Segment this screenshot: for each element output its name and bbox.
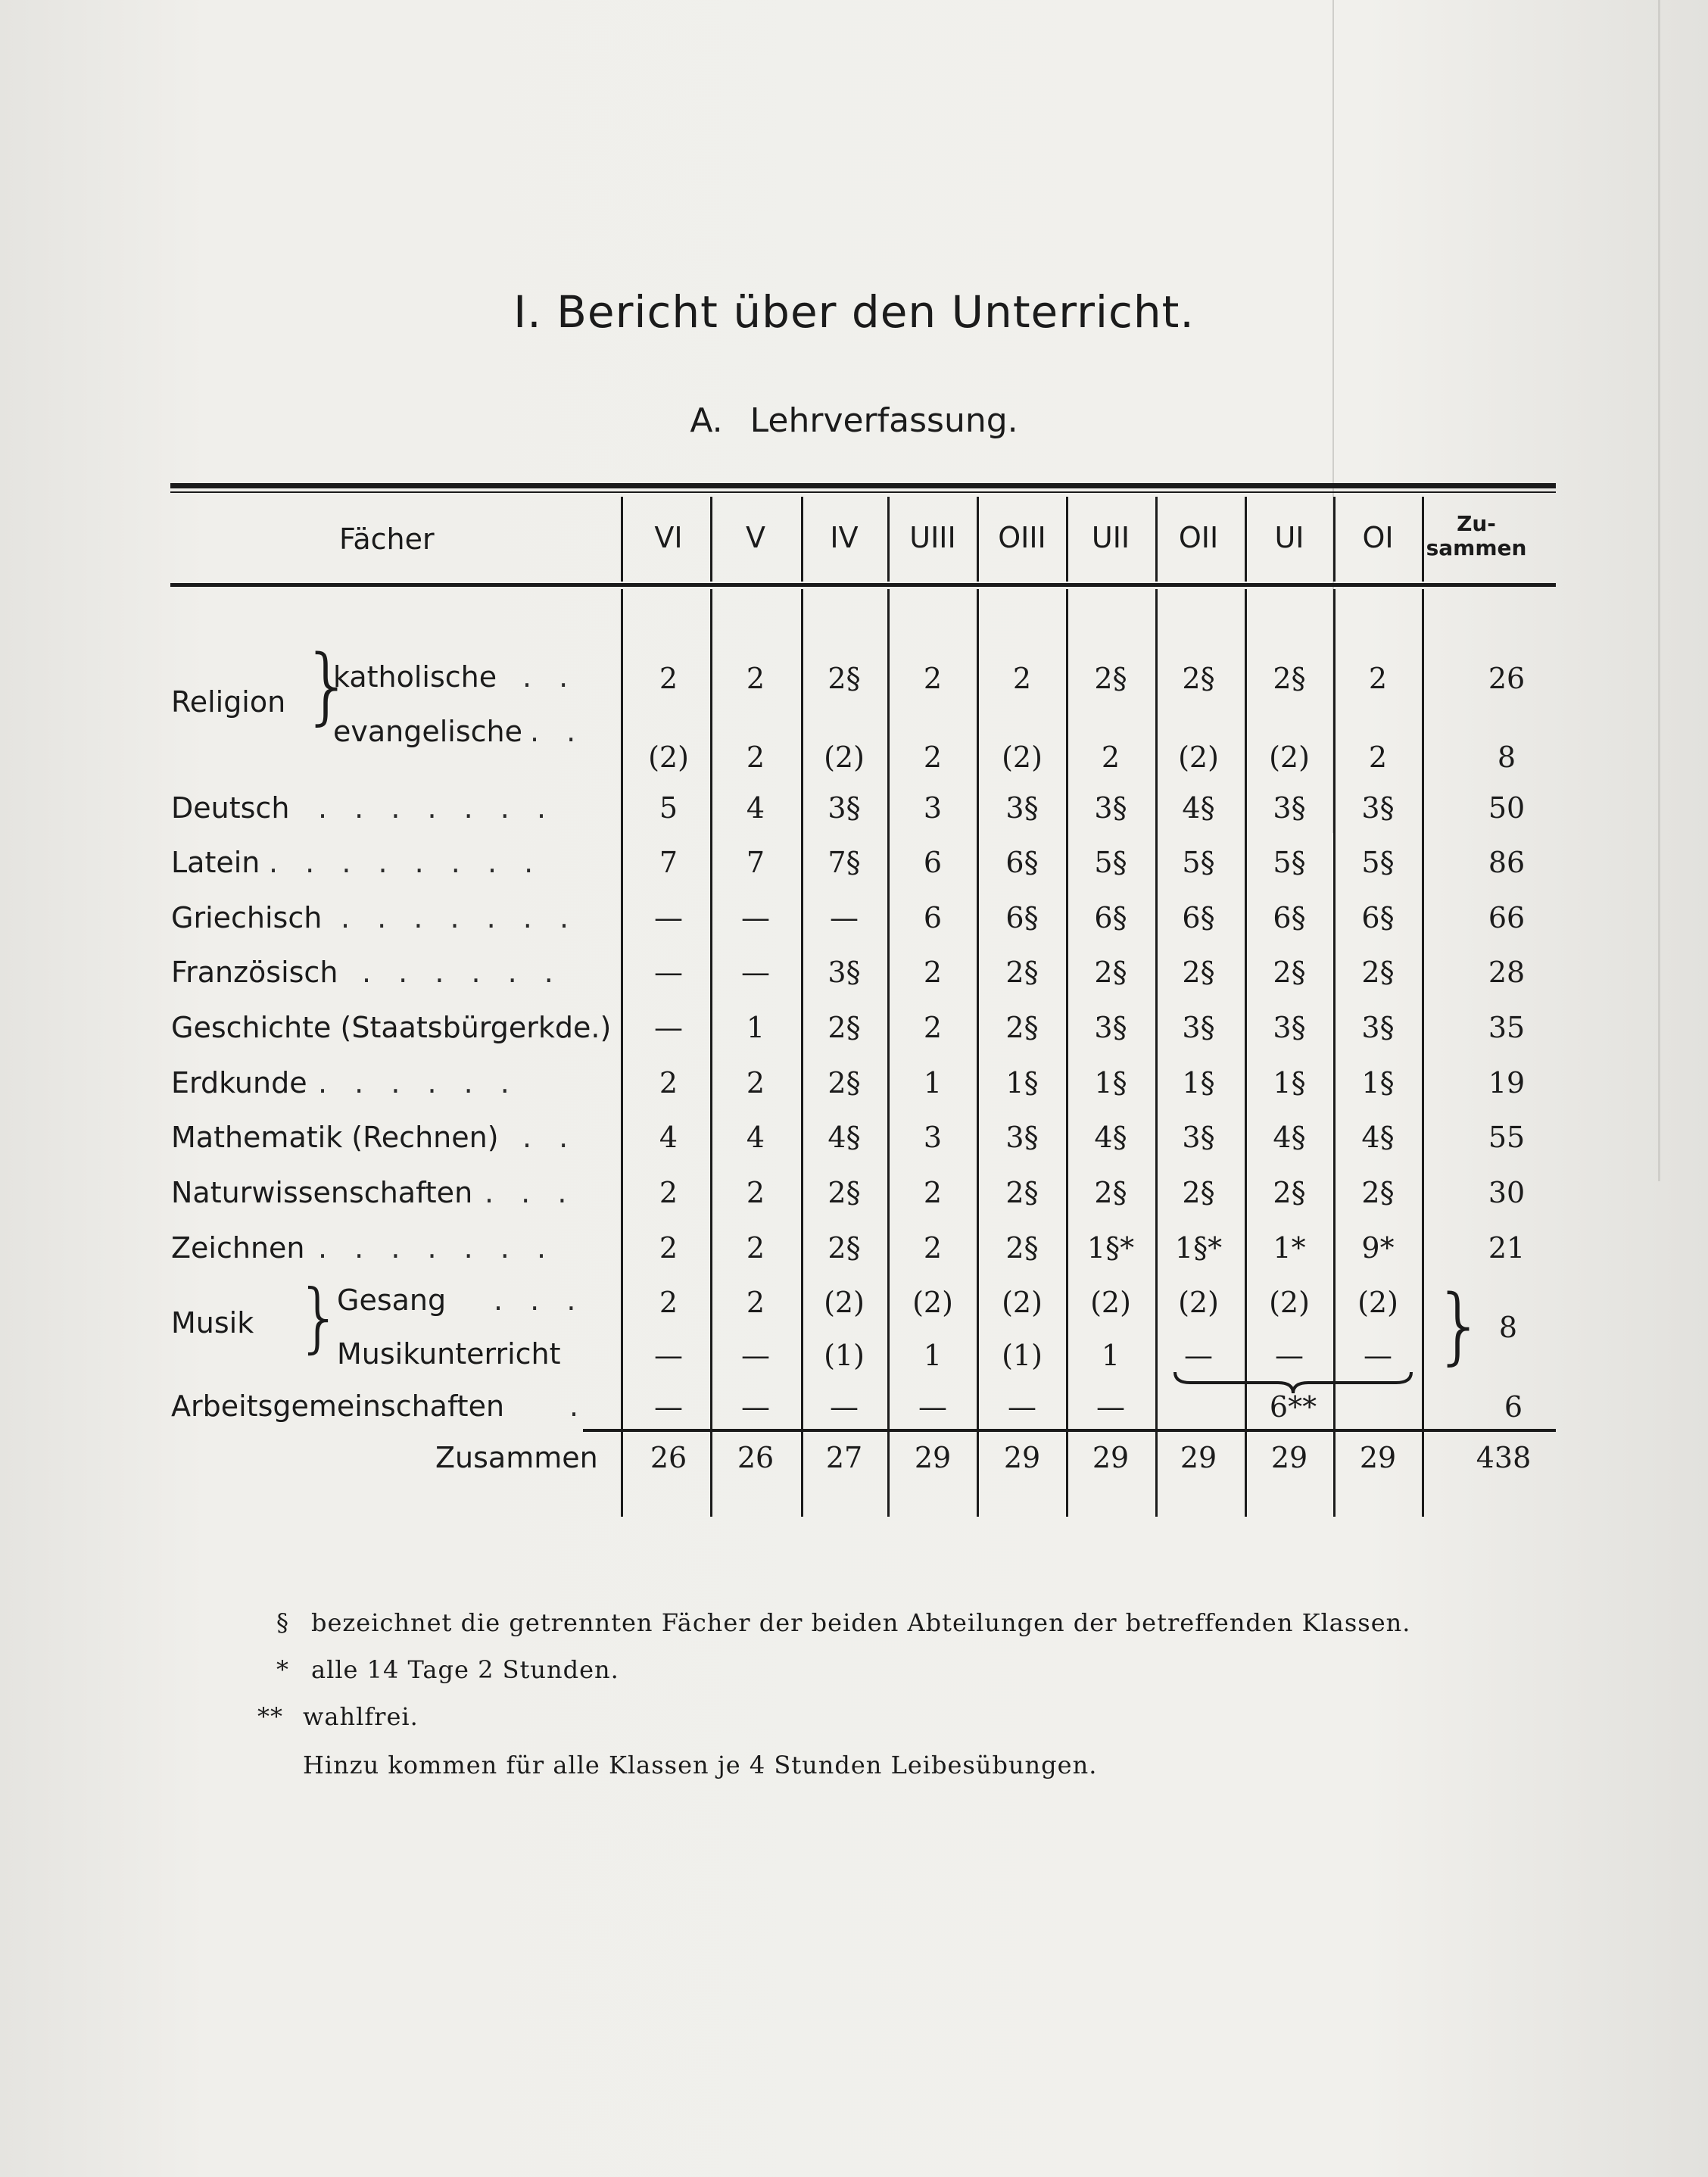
cell-musik-gesang: (2) — [1090, 1286, 1131, 1319]
leader-dots: . . . — [494, 1283, 585, 1317]
religion-katholisch-label: katholische — [333, 660, 497, 694]
subject-label: Französisch — [171, 956, 338, 989]
cell-religion-evangelisch: 2 — [1101, 741, 1120, 774]
subject-total: 50 — [1488, 791, 1526, 825]
arbeitsgemeinschaften-shared: 6** — [1269, 1390, 1317, 1424]
cell-religion-katholisch: 2 — [923, 662, 943, 695]
subject-cell: 5§ — [1361, 846, 1395, 879]
cell-zusammen: 26 — [737, 1441, 775, 1474]
subject-cell: 3§ — [828, 956, 861, 989]
cell-religion-evangelisch: (2) — [1269, 741, 1310, 774]
table-column-line — [887, 589, 890, 1517]
subject-cell: 6§ — [1094, 901, 1127, 934]
subject-cell: 2 — [923, 1176, 943, 1209]
subject-cell: 6§ — [1005, 901, 1039, 934]
header-total — [1423, 512, 1529, 560]
cell-religion-evangelisch: 2 — [746, 741, 765, 774]
cell-zusammen: 29 — [1270, 1441, 1308, 1474]
subject-cell: 3§ — [1361, 1011, 1395, 1044]
subject-total: 21 — [1488, 1231, 1526, 1265]
arbeitsgemeinschaften-total: 6 — [1504, 1390, 1523, 1424]
leader-dots: . . . . . . . — [341, 901, 578, 934]
cell-musik-unterricht: — — [1364, 1339, 1392, 1372]
subject-total: 66 — [1488, 901, 1526, 934]
subject-cell: 2§ — [1182, 956, 1215, 989]
subject-cell: — — [741, 901, 770, 934]
cell-religion-evangelisch: (2) — [824, 741, 865, 774]
subject-cell: 2§ — [828, 1011, 861, 1044]
musik-total-brace: } — [1433, 1277, 1486, 1374]
table-column-line — [801, 589, 803, 1517]
subject-cell: 1§ — [1182, 1066, 1215, 1099]
header-subjects: Fächer — [339, 522, 435, 556]
subject-cell: 2§ — [1094, 956, 1127, 989]
footnote-dstar — [257, 1702, 419, 1731]
leader-dots: . . — [522, 660, 578, 694]
subject-cell: 6 — [923, 901, 943, 934]
table-column-line — [1422, 589, 1424, 1517]
subject-cell: 4§ — [1182, 791, 1215, 825]
cell-zusammen: 27 — [825, 1441, 863, 1474]
header-class-vi: VI — [654, 521, 683, 554]
subject-cell: 1 — [746, 1011, 765, 1044]
subject-total: 28 — [1488, 956, 1526, 989]
leader-dots: . . . . . . . — [318, 1231, 556, 1265]
subject-cell: 7 — [659, 846, 678, 879]
footnote-dstar-marker: ** — [257, 1702, 283, 1731]
cell-religion-katholisch: 2 — [659, 662, 678, 695]
subject-label: Griechisch — [171, 901, 323, 934]
cell-zusammen: 26 — [650, 1441, 687, 1474]
cell-religion-katholisch: 2§ — [1273, 662, 1306, 695]
cell-musik-unterricht: (1) — [824, 1339, 865, 1372]
subject-cell: 3§ — [1005, 791, 1039, 825]
subject-label: Zeichnen — [171, 1231, 305, 1265]
subject-cell: 4§ — [828, 1121, 861, 1154]
total-religion-katholisch: 26 — [1488, 662, 1526, 695]
musik-total: 8 — [1498, 1311, 1518, 1344]
leader-dots: . . . — [485, 1176, 576, 1209]
cell-musik-gesang: 2 — [659, 1286, 678, 1319]
musik-unterricht-label: Musikunterricht — [337, 1337, 561, 1371]
subject-cell: 3§ — [1182, 1121, 1215, 1154]
subject-cell: 6§ — [1182, 901, 1215, 934]
subject-cell: 3§ — [1361, 791, 1395, 825]
cell-zusammen: 29 — [914, 1441, 952, 1474]
subject-cell: 4 — [746, 791, 765, 825]
cell-musik-gesang: (2) — [1357, 1286, 1398, 1319]
footnote-star — [276, 1655, 619, 1684]
subject-cell: 2§ — [1182, 1176, 1215, 1209]
subject-cell: 5§ — [1273, 846, 1306, 879]
header-class-uii: UII — [1091, 521, 1130, 554]
table-top-rule-thin — [170, 491, 1556, 493]
subject-cell: 3§ — [1005, 1121, 1039, 1154]
subject-cell: 1§* — [1086, 1231, 1135, 1265]
cell-musik-unterricht: 1 — [923, 1339, 943, 1372]
subject-cell: 6§ — [1273, 901, 1306, 934]
cell-musik-unterricht: (1) — [1002, 1339, 1043, 1372]
cell-arbeitsgemeinschaften: — — [918, 1390, 947, 1424]
cell-musik-gesang: 2 — [746, 1286, 765, 1319]
subject-total: 86 — [1488, 846, 1526, 879]
subject-cell: 2§ — [828, 1066, 861, 1099]
zusammen-rule — [583, 1429, 1556, 1432]
subject-cell: 3§ — [1094, 791, 1127, 825]
subject-cell: 2 — [746, 1066, 765, 1099]
subject-cell: 2 — [923, 956, 943, 989]
subject-total: 35 — [1488, 1011, 1526, 1044]
table-column-line — [1066, 589, 1068, 1517]
table-column-line — [710, 589, 712, 1517]
subject-cell: 3§ — [1182, 1011, 1215, 1044]
subject-cell: 4 — [659, 1121, 678, 1154]
cell-religion-katholisch: 2§ — [828, 662, 861, 695]
subject-cell: 2§ — [1005, 1176, 1039, 1209]
subject-cell: 2§ — [828, 1231, 861, 1265]
zusammen-total: 438 — [1476, 1441, 1532, 1474]
cell-musik-unterricht: 1 — [1101, 1339, 1120, 1372]
section-text: Lehrverfassung. — [750, 401, 1018, 440]
table-top-rule — [170, 483, 1556, 488]
subject-cell: — — [654, 956, 683, 989]
subject-cell: 6 — [923, 846, 943, 879]
header-class-oi: OI — [1362, 521, 1394, 554]
header-class-oii: OII — [1178, 521, 1219, 554]
cell-religion-evangelisch: (2) — [1002, 741, 1043, 774]
subject-cell: 3§ — [828, 791, 861, 825]
cell-arbeitsgemeinschaften: — — [741, 1390, 770, 1424]
subject-cell: 2 — [746, 1231, 765, 1265]
subject-cell: 4 — [746, 1121, 765, 1154]
cell-zusammen: 29 — [1003, 1441, 1041, 1474]
leader-dots: . . . . . . . . — [269, 846, 543, 879]
subject-cell: 1* — [1273, 1231, 1306, 1265]
table-column-line — [621, 589, 623, 1517]
subject-cell: 3 — [923, 1121, 943, 1154]
cell-zusammen: 29 — [1092, 1441, 1130, 1474]
subject-cell: 2 — [746, 1176, 765, 1209]
subject-label: Geschichte (Staatsbürgerkde.) — [171, 1011, 612, 1044]
subject-label: Latein — [171, 846, 260, 879]
musik-brace: } — [295, 1273, 344, 1361]
subject-cell: 1§* — [1174, 1231, 1223, 1265]
subject-cell: 2§ — [1361, 1176, 1395, 1209]
cell-religion-katholisch: 2 — [1012, 662, 1032, 695]
cell-religion-katholisch: 2§ — [1182, 662, 1215, 695]
subject-cell: 2 — [659, 1066, 678, 1099]
footnote-star-text: alle 14 Tage 2 Stunden. — [311, 1655, 619, 1684]
leader-dots: . . — [530, 715, 585, 748]
subject-cell: 3§ — [1273, 791, 1306, 825]
religion-label: Religion — [171, 685, 286, 719]
cell-arbeitsgemeinschaften: — — [830, 1390, 859, 1424]
subject-cell: — — [654, 901, 683, 934]
total-religion-evangelisch: 8 — [1497, 741, 1516, 774]
cell-zusammen: 29 — [1359, 1441, 1397, 1474]
cell-musik-gesang: (2) — [1002, 1286, 1043, 1319]
leader-dots: . . . . . . — [318, 1066, 519, 1099]
footnote-para — [276, 1608, 1410, 1637]
subject-cell: 1§ — [1273, 1066, 1306, 1099]
header-class-ui: UI — [1274, 521, 1304, 554]
subject-cell: 6§ — [1005, 846, 1039, 879]
cell-musik-unterricht: — — [1184, 1339, 1213, 1372]
header-total-line1: Zu- — [1457, 511, 1496, 536]
subject-cell: 4§ — [1273, 1121, 1306, 1154]
cell-musik-unterricht: — — [741, 1339, 770, 1372]
cell-musik-gesang: (2) — [912, 1286, 953, 1319]
subject-cell: — — [830, 901, 859, 934]
cell-religion-evangelisch: 2 — [923, 741, 943, 774]
cell-musik-gesang: (2) — [1178, 1286, 1219, 1319]
subject-cell: 4§ — [1094, 1121, 1127, 1154]
arbeitsgemeinschaften-label: Arbeitsgemeinschaften — [171, 1389, 505, 1423]
cell-arbeitsgemeinschaften: — — [1096, 1390, 1125, 1424]
subject-cell: 1§ — [1005, 1066, 1039, 1099]
subject-cell: 2§ — [1005, 1011, 1039, 1044]
cell-religion-katholisch: 2§ — [1094, 662, 1127, 695]
page-title: I. Bericht über den Unterricht. — [513, 286, 1195, 338]
leader-dots: . . . . . . — [362, 956, 563, 989]
leader-dots: . . . . . . . — [318, 791, 556, 825]
cell-musik-unterricht: — — [1275, 1339, 1304, 1372]
subject-cell: 3§ — [1273, 1011, 1306, 1044]
cell-musik-gesang: (2) — [1269, 1286, 1310, 1319]
subject-total: 19 — [1488, 1066, 1526, 1099]
subject-cell: 5§ — [1094, 846, 1127, 879]
musik-gesang-label: Gesang — [337, 1283, 447, 1317]
header-class-uiii: UIII — [909, 521, 956, 554]
subject-cell: 3§ — [1094, 1011, 1127, 1044]
subject-cell: 5 — [659, 791, 678, 825]
header-class-oiii: OIII — [998, 521, 1046, 554]
subject-cell: 1§ — [1361, 1066, 1395, 1099]
cell-arbeitsgemeinschaften: — — [654, 1390, 683, 1424]
subject-cell: 2 — [659, 1176, 678, 1209]
subject-cell: 2§ — [828, 1176, 861, 1209]
leader-dots: . — [569, 1389, 588, 1423]
cell-arbeitsgemeinschaften: — — [1008, 1390, 1036, 1424]
cell-zusammen: 29 — [1180, 1441, 1217, 1474]
cell-religion-katholisch: 2 — [1368, 662, 1388, 695]
header-bottom-rule — [170, 583, 1556, 587]
subject-cell: 1 — [923, 1066, 943, 1099]
subject-cell: — — [654, 1011, 683, 1044]
subject-cell: 2§ — [1005, 1231, 1039, 1265]
table-column-line — [977, 589, 979, 1517]
cell-religion-katholisch: 2 — [746, 662, 765, 695]
leader-dots: . . — [522, 1121, 578, 1154]
footnote-para-text: bezeichnet die getrennten Fächer der beiden Abteilungen der betreffenden Klassen. — [311, 1608, 1411, 1637]
subject-cell: 2§ — [1361, 956, 1395, 989]
subject-cell: 7 — [746, 846, 765, 879]
subject-total: 30 — [1488, 1176, 1526, 1209]
musik-label: Musik — [171, 1306, 254, 1340]
cell-musik-gesang: (2) — [824, 1286, 865, 1319]
section-title — [0, 401, 1708, 440]
subject-cell: 2 — [923, 1011, 943, 1044]
subject-cell: 2§ — [1273, 956, 1306, 989]
cell-religion-evangelisch: (2) — [1178, 741, 1219, 774]
bleed-through-rule — [1658, 0, 1660, 1181]
subject-cell: 2 — [923, 1231, 943, 1265]
subject-cell: — — [741, 956, 770, 989]
subject-label: Deutsch — [171, 791, 290, 825]
subject-cell: 3 — [923, 791, 943, 825]
footnote-dstar-text: wahlfrei. — [303, 1702, 419, 1731]
subject-cell: 7§ — [828, 846, 861, 879]
cell-musik-unterricht: — — [654, 1339, 683, 1372]
subject-label: Naturwissenschaften — [171, 1176, 473, 1209]
religion-brace: } — [301, 637, 354, 734]
subject-cell: 2 — [659, 1231, 678, 1265]
subject-total: 55 — [1488, 1121, 1526, 1154]
subject-cell: 9* — [1361, 1231, 1395, 1265]
header-class-iv: IV — [830, 521, 859, 554]
subject-cell: 2§ — [1273, 1176, 1306, 1209]
subject-cell: 2§ — [1005, 956, 1039, 989]
footnote-star-marker: * — [276, 1655, 289, 1684]
footnote-extra: Hinzu kommen für alle Klassen je 4 Stunden Leibesübungen. — [303, 1751, 1098, 1779]
subject-cell: 5§ — [1182, 846, 1215, 879]
cell-religion-evangelisch: 2 — [1368, 741, 1388, 774]
header-total-line2: sammen — [1426, 535, 1527, 560]
religion-evangelisch-label: evangelische — [333, 715, 523, 748]
subject-label: Mathematik (Rechnen) — [171, 1121, 499, 1154]
subject-cell: 4§ — [1361, 1121, 1395, 1154]
cell-religion-evangelisch: (2) — [648, 741, 689, 774]
footnote-para-marker: § — [276, 1608, 289, 1637]
subject-cell: 1§ — [1094, 1066, 1127, 1099]
zusammen-label: Zusammen — [435, 1441, 598, 1474]
table-column-line — [1155, 589, 1158, 1517]
subject-label: Erdkunde — [171, 1066, 307, 1099]
subject-cell: 6§ — [1361, 901, 1395, 934]
subject-cell: 2§ — [1094, 1176, 1127, 1209]
header-class-v: V — [746, 521, 765, 554]
section-letter: A. — [690, 401, 723, 440]
